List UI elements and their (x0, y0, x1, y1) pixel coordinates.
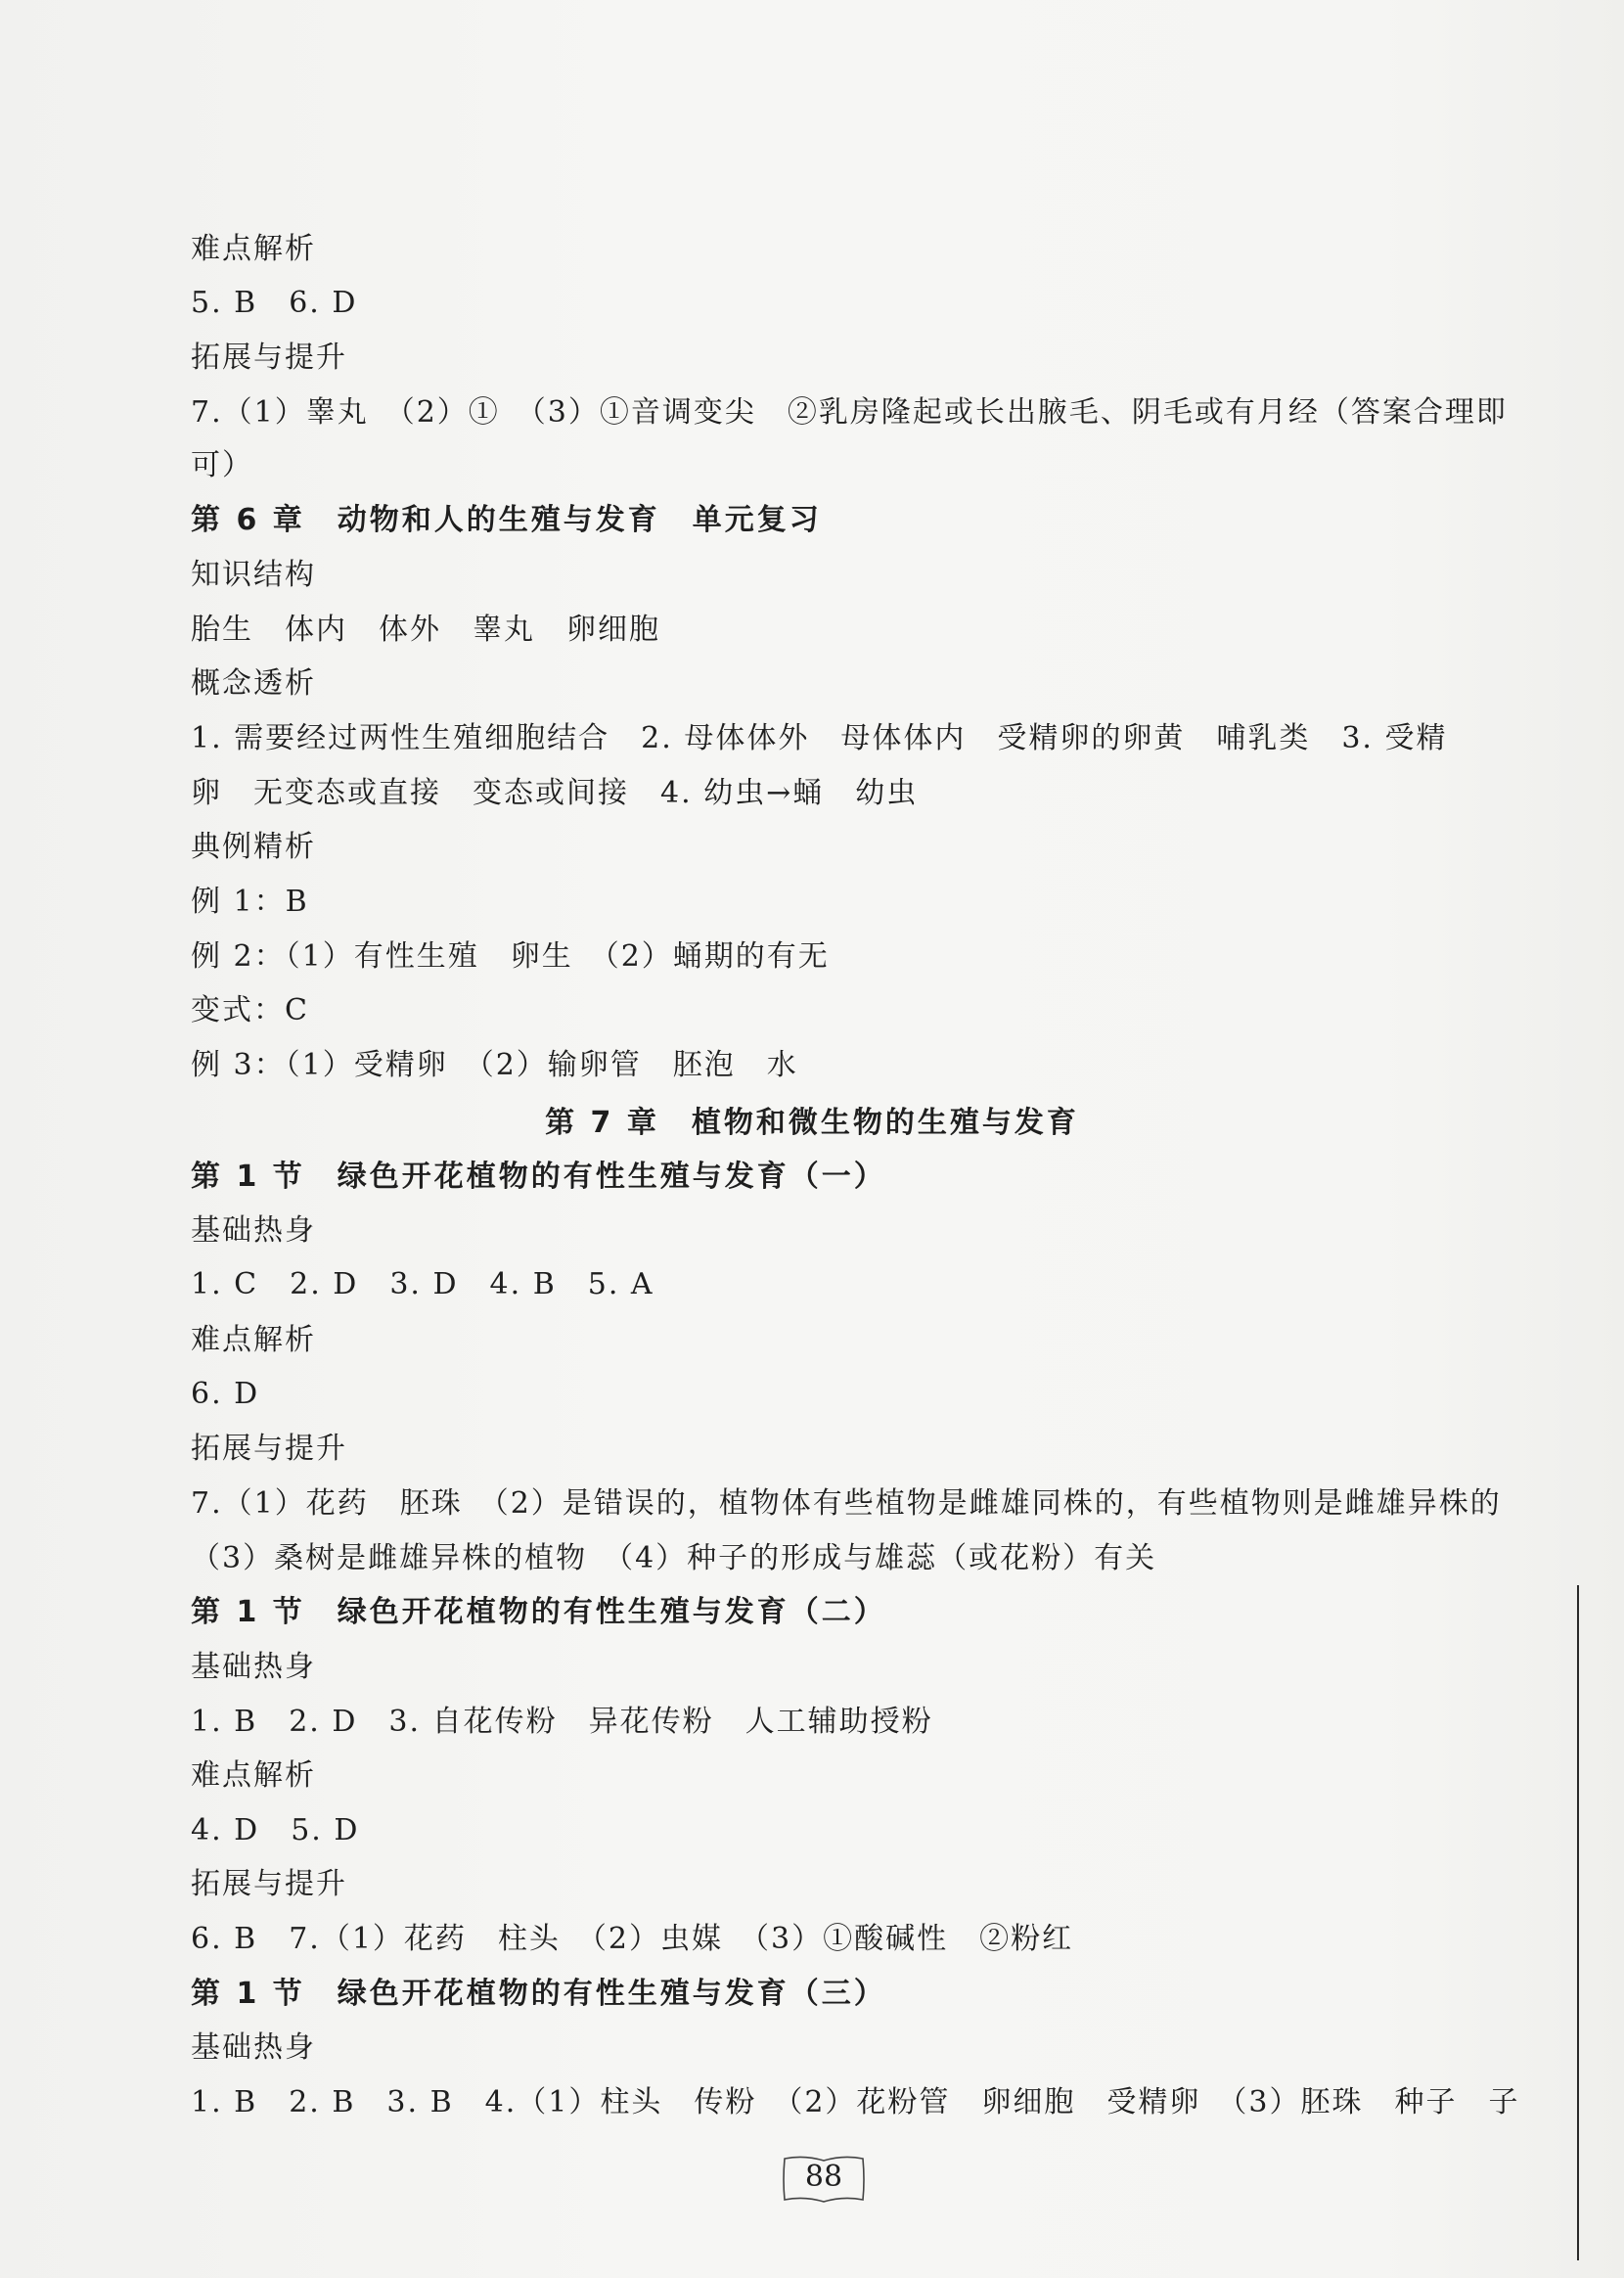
section-heading: 第 6 章 动物和人的生殖与发育 单元复习 (191, 503, 822, 537)
answer-line: 5. B 6. D (191, 286, 358, 320)
answer-line: 1. B 2. D 3. 自花传粉 异花传粉 人工辅助授粉 (191, 1705, 933, 1739)
answer-line: 难点解析 (191, 232, 316, 266)
answer-line: 拓展与提升 (191, 341, 347, 375)
answer-line: 典例精析 (191, 830, 316, 864)
answer-line: 基础热身 (191, 1213, 316, 1248)
answer-line: 例 3：（1）受精卵 （2）输卵管 胚泡 水 (191, 1048, 798, 1082)
answer-line: 基础热身 (191, 1650, 316, 1684)
answer-line: 6. B 7.（1）花药 柱头 （2）虫媒 （3）①酸碱性 ②粉红 (191, 1922, 1074, 1956)
section-heading: 第 7 章 植物和微生物的生殖与发育 (545, 1106, 1079, 1140)
answer-line: 拓展与提升 (191, 1867, 347, 1901)
answer-line: 难点解析 (191, 1323, 316, 1357)
answer-line: 胎生 体内 体外 睾丸 卵细胞 (191, 613, 660, 647)
section-heading: 第 1 节 绿色开花植物的有性生殖与发育（二） (191, 1595, 886, 1629)
answer-line: 1. B 2. B 3. B 4.（1）柱头 传粉 （2）花粉管 卵细胞 受精卵 （3）胚珠 种子 子 (191, 2085, 1520, 2119)
answer-line: 知识结构 (191, 558, 316, 592)
section-heading: 第 1 节 绿色开花植物的有性生殖与发育（三） (191, 1977, 886, 2011)
section-heading: 第 1 节 绿色开花植物的有性生殖与发育（一） (191, 1160, 886, 1194)
answer-line: 可） (191, 448, 253, 482)
answer-line: （3）桑树是雌雄异株的植物 （4）种子的形成与雄蕊（或花粉）有关 (191, 1541, 1157, 1575)
page-edge-line (1577, 1585, 1579, 2260)
answer-line: 变式：C (191, 993, 309, 1027)
page-number-text: 88 (804, 2160, 843, 2194)
answer-line: 例 1：B (191, 885, 309, 919)
answer-line: 1. 需要经过两性生殖细胞结合 2. 母体体外 母体体内 受精卵的卵黄 哺乳类 3. 受精 (191, 721, 1448, 755)
answer-line: 6. D (191, 1377, 260, 1411)
answer-line: 基础热身 (191, 2030, 316, 2065)
answer-line: 概念透析 (191, 666, 316, 701)
answer-line: 卵 无变态或直接 变态或间接 4. 幼虫→蛹 幼虫 (191, 776, 919, 810)
answer-line: 4. D 5. D (191, 1813, 360, 1847)
page-number (779, 2153, 869, 2208)
answer-line: 难点解析 (191, 1758, 316, 1793)
answer-line: 例 2：（1）有性生殖 卵生 （2）蛹期的有无 (191, 939, 830, 974)
answer-line: 7.（1）花药 胚珠 （2）是错误的，植物体有些植物是雌雄同株的，有些植物则是雌雄异株的 (191, 1486, 1502, 1521)
answer-line: 1. C 2. D 3. D 4. B 5. A (191, 1267, 654, 1301)
answer-line: 拓展与提升 (191, 1432, 347, 1466)
answer-line: 7.（1）睾丸 （2）① （3）①音调变尖 ②乳房隆起或长出腋毛、阴毛或有月经（答案合理即 (191, 395, 1508, 430)
